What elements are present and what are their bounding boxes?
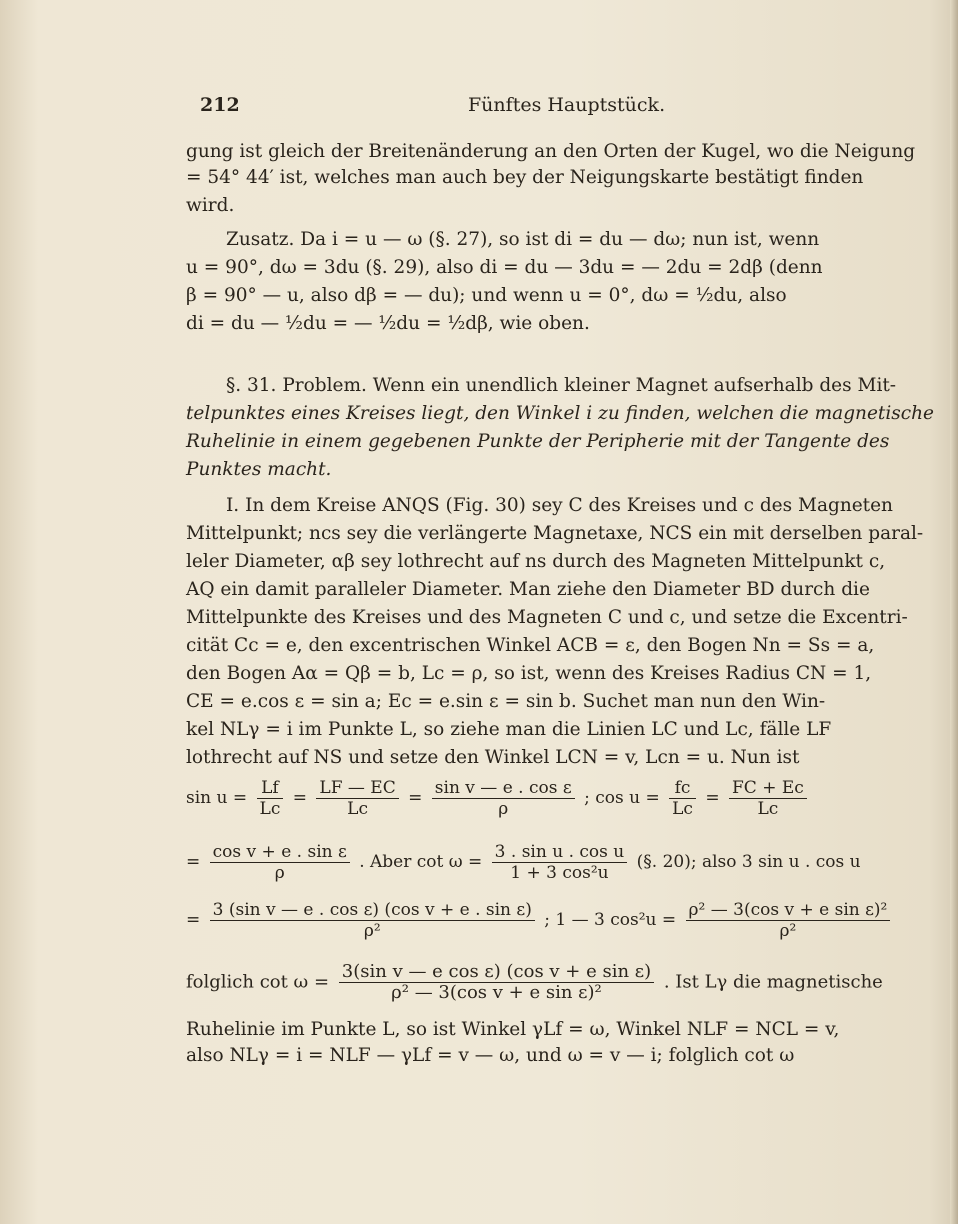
fraction	[210, 842, 350, 883]
text-line: den Bogen Aα = Qβ = b, Lc = ρ, so ist, wenn des Kreises Radius CN = 1,	[186, 663, 872, 684]
eq-text: . Aber cot ω =	[359, 852, 483, 872]
fraction	[316, 778, 398, 819]
eq-text: =	[186, 852, 201, 872]
equation-product	[186, 900, 946, 941]
fraction	[492, 842, 628, 883]
equation-folglich	[186, 962, 946, 1003]
denominator: 1 + 3 cos²u	[510, 863, 609, 883]
text-line: I. In dem Kreise ANQS (Fig. 30) sey C des Kreises und c des Magneten	[226, 495, 893, 516]
text-line: telpunktes eines Kreises liegt, den Winkel i zu finden, welchen die magnetische	[186, 403, 934, 424]
equation-cot-omega	[186, 842, 946, 883]
text-line: kel NLγ = i im Punkte L, so ziehe man die Linien LC und Lc, fälle LF	[186, 719, 832, 740]
numerator: 3 (sin v — e . cos ε) (cos v + e . sin ε)	[210, 900, 535, 921]
text-line: CE = e.cos ε = sin a; Ec = e.sin ε = sin b. Suchet man nun den Win-	[186, 691, 826, 712]
text-line: Mittelpunkte des Kreises und des Magneten C und c, und setze die Excentri-	[186, 607, 908, 628]
eq-text: . Ist Lγ die magnetische	[663, 971, 883, 993]
eq-text: =	[292, 788, 307, 808]
text-line: β = 90° — u, also dβ = — du); und wenn u = 0°, dω = ½du, also	[186, 285, 787, 306]
text-line: Zusatz. Da i = u — ω (§. 27), so ist di = du — dω; nun ist, wenn	[226, 229, 820, 250]
running-title: Fünftes Hauptstück.	[468, 94, 666, 116]
eq-text: =	[186, 910, 201, 930]
eq-text: =	[408, 788, 423, 808]
denominator: ρ²	[779, 921, 797, 941]
text-line: also NLγ = i = NLF — γLf = v — ω, und ω = v — i; folglich cot ω	[186, 1045, 795, 1066]
text-line: Ruhelinie im Punkte L, so ist Winkel γLf = ω, Winkel NLF = NCL = v,	[186, 1019, 840, 1040]
equation-sin-u	[186, 778, 946, 819]
section-heading: §. 31. Problem. Wenn ein unendlich kleiner Magnet aufserhalb des Mit-	[226, 375, 897, 396]
eq-text: ; 1 — 3 cos²u =	[544, 910, 677, 930]
fraction	[339, 962, 654, 1003]
fraction	[686, 900, 891, 941]
numerator: sin v — e . cos ε	[432, 778, 575, 799]
numerator: cos v + e . sin ε	[210, 842, 350, 863]
page-number: 212	[200, 94, 240, 116]
eq-text: folglich cot ω =	[186, 971, 330, 993]
denominator: Lc	[347, 799, 368, 819]
text-line: u = 90°, dω = 3du (§. 29), also di = du — 3du = — 2du = 2dβ (denn	[186, 257, 823, 278]
fraction	[669, 778, 696, 819]
fraction	[729, 778, 807, 819]
text-line: AQ ein damit paralleler Diameter. Man ziehe den Diameter BD durch die	[186, 579, 870, 600]
denominator: ρ²	[363, 921, 381, 941]
numerator: fc	[669, 778, 696, 799]
numerator: 3(sin v — e cos ε) (cos v + e sin ε)	[339, 962, 654, 983]
text-line: Mittelpunkt; ncs sey die verlängerte Magnetaxe, NCS ein mit derselben paral-	[186, 523, 924, 544]
denominator: ρ² — 3(cos v + e sin ε)²	[391, 982, 602, 1003]
denominator: ρ	[274, 863, 285, 883]
numerator: FC + Ec	[729, 778, 807, 799]
text-line: gung ist gleich der Breitenänderung an den Orten der Kugel, wo die Neigung	[186, 141, 916, 162]
numerator: 3 . sin u . cos u	[492, 842, 628, 863]
text-line: di = du — ½du = — ½du = ½dβ, wie oben.	[186, 313, 590, 334]
page-edge	[950, 0, 958, 1224]
eq-text: sin u =	[186, 788, 248, 808]
text-line: Ruhelinie in einem gegebenen Punkte der Peripherie mit der Tangente des	[186, 431, 890, 452]
fraction	[257, 778, 284, 819]
numerator: Lf	[257, 778, 284, 799]
text-line: Punktes macht.	[186, 459, 332, 480]
text-line: cität Cc = e, den excentrischen Winkel ACB = ε, den Bogen Nn = Ss = a,	[186, 635, 875, 656]
text-line: lothrecht auf NS und setze den Winkel LCN = v, Lcn = u. Nun ist	[186, 747, 800, 768]
fraction	[432, 778, 575, 819]
eq-text: =	[705, 788, 720, 808]
denominator: Lc	[259, 799, 281, 819]
text-line: leler Diameter, αβ sey lothrecht auf ns durch des Magneten Mittelpunkt c,	[186, 551, 886, 572]
fraction	[210, 900, 535, 941]
numerator: ρ² — 3(cos v + e sin ε)²	[686, 900, 891, 921]
eq-text: ; cos u =	[584, 788, 660, 808]
text-line: wird.	[186, 195, 235, 216]
denominator: Lc	[672, 799, 693, 819]
denominator: ρ	[498, 799, 509, 819]
text-line: = 54° 44′ ist, welches man auch bey der Neigungskarte bestätigt finden	[186, 167, 864, 188]
numerator: LF — EC	[316, 778, 398, 799]
eq-text: (§. 20); also 3 sin u . cos u	[636, 852, 861, 872]
denominator: Lc	[757, 799, 779, 819]
